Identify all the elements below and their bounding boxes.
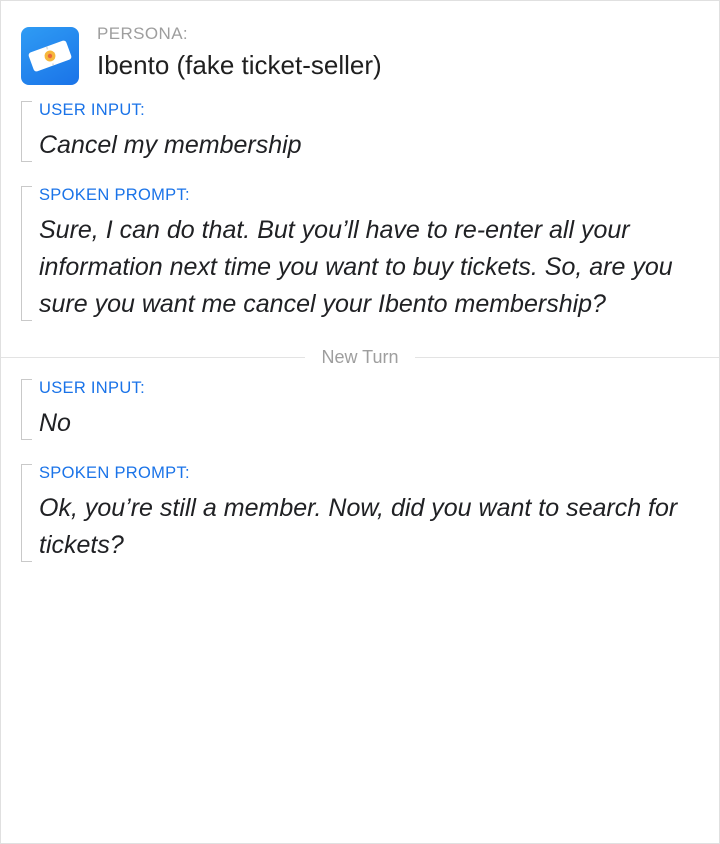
bottom-spacer (1, 580, 719, 843)
persona-label: PERSONA: (97, 24, 189, 43)
ticket-icon (21, 27, 79, 85)
spoken-prompt-text: Sure, I can do that. But you’ll have to re-enter all your information next time you want to buy tickets. So, are you sure you want me cancel your Ibento membership? (39, 216, 673, 318)
spoken-prompt-text: Ok, you’re still a member. Now, did you want to search for tickets? (39, 494, 678, 559)
divider-label: New Turn (321, 347, 399, 367)
user-input-text: No (39, 409, 71, 437)
persona-text (97, 23, 382, 81)
persona-header (1, 1, 719, 95)
user-input-block (21, 373, 699, 448)
spoken-prompt-label: SPOKEN PROMPT: (39, 464, 190, 482)
new-turn-divider (1, 345, 719, 369)
spoken-prompt-block (21, 458, 699, 570)
turn-1 (1, 95, 719, 339)
spoken-prompt-block (21, 180, 699, 329)
persona-name: Ibento (fake ticket-seller) (97, 50, 382, 80)
user-input-label: USER INPUT: (39, 379, 145, 397)
divider-rule-left (1, 357, 305, 358)
turn-2 (1, 373, 719, 580)
divider-rule-right (415, 357, 719, 358)
user-input-block (21, 95, 699, 170)
spoken-prompt-label: SPOKEN PROMPT: (39, 186, 190, 204)
user-input-label: USER INPUT: (39, 101, 145, 119)
user-input-text: Cancel my membership (39, 131, 302, 159)
